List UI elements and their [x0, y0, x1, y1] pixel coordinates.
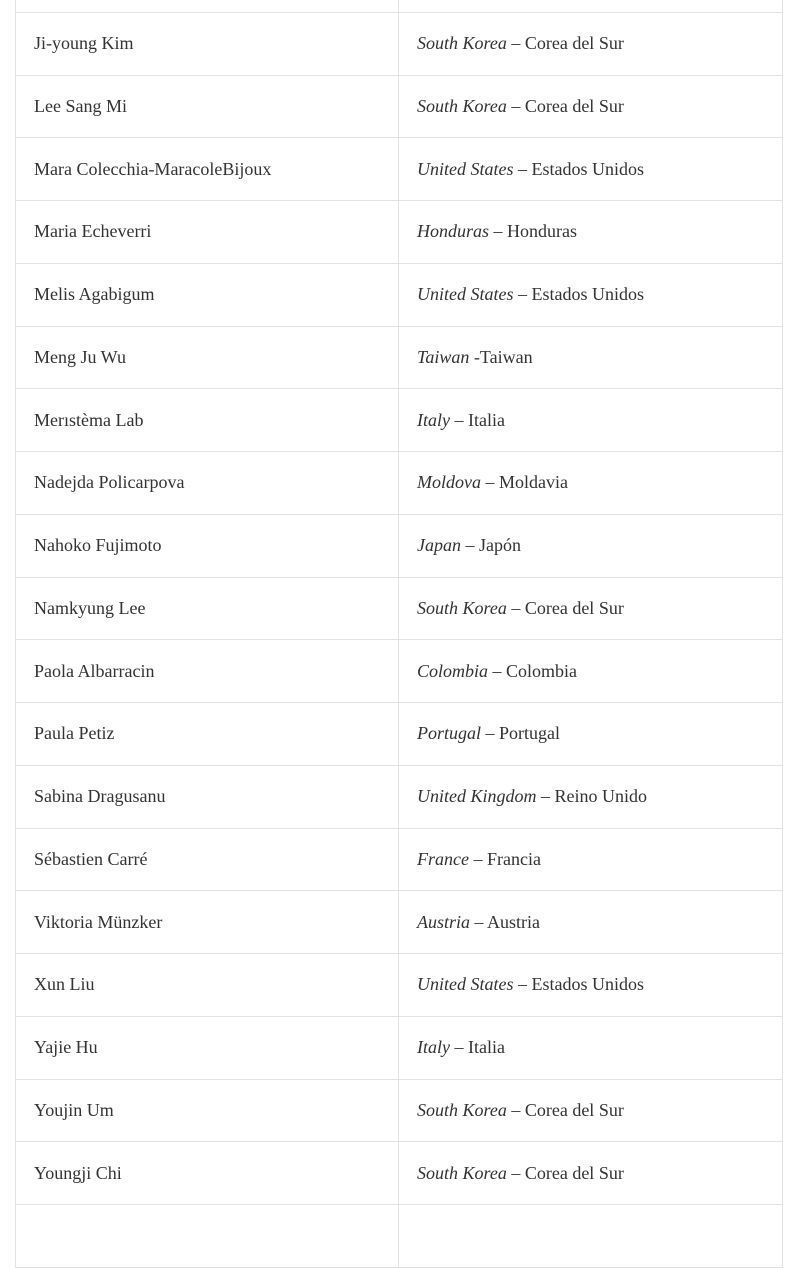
country-separator: –	[506, 33, 525, 54]
table-row	[16, 201, 783, 264]
participant-country-cell	[399, 954, 783, 1017]
country-spanish: Francia	[486, 848, 541, 869]
participant-country-cell	[399, 1016, 783, 1079]
participant-name-cell: Nahoko Fujimoto	[16, 514, 399, 577]
participant-name-cell: Mara Colecchia-MaracoleBijoux	[16, 138, 399, 201]
participant-country-cell	[399, 765, 783, 828]
country-english: Portugal	[417, 723, 482, 744]
country-spanish: Austria	[487, 911, 541, 932]
country-english: Italy	[417, 1037, 450, 1058]
country-english: United States	[417, 284, 514, 305]
country-english: France	[417, 848, 469, 869]
participant-name-cell: Melis Agabigum	[16, 263, 399, 326]
participant-country-cell	[399, 891, 783, 954]
participant-name-cell: Sabina Dragusanu	[16, 765, 399, 828]
country-spanish: Corea del Sur	[524, 1162, 624, 1183]
participants-table	[15, 0, 783, 1268]
country-separator: –	[450, 1037, 468, 1058]
table-row	[16, 0, 783, 12]
table-row	[16, 1142, 783, 1205]
country-english: Japan	[417, 535, 461, 556]
participant-name-cell: Merıstèma Lab	[16, 389, 399, 452]
country-separator: –	[489, 221, 508, 242]
country-english: Colombia	[417, 660, 489, 681]
participant-country-cell	[399, 1205, 783, 1268]
country-spanish: Reino Unido	[554, 786, 647, 807]
country-separator: –	[506, 1099, 525, 1120]
table-row	[16, 514, 783, 577]
country-spanish: Corea del Sur	[524, 597, 624, 618]
country-english: South Korea	[417, 1162, 507, 1183]
table-row	[16, 765, 783, 828]
table-row	[16, 389, 783, 452]
participant-country-cell	[399, 75, 783, 138]
participant-name-cell: Youjin Um	[16, 1079, 399, 1142]
participant-country-cell	[399, 1142, 783, 1205]
table-row	[16, 703, 783, 766]
country-separator: –	[506, 95, 525, 116]
table-row	[16, 1016, 783, 1079]
participant-country-cell	[399, 1079, 783, 1142]
participant-name-cell: Maria Echeverri	[16, 201, 399, 264]
table-row	[16, 452, 783, 515]
country-english: United Kingdom	[417, 786, 537, 807]
country-english: Moldova	[417, 472, 481, 493]
participant-name-cell: Youngji Chi	[16, 1142, 399, 1205]
participant-country-cell	[399, 326, 783, 389]
country-spanish: Colombia	[506, 660, 578, 681]
country-separator: –	[513, 284, 532, 305]
participant-name-cell: Yajie Hu	[16, 1016, 399, 1079]
country-separator: –	[450, 409, 468, 430]
participant-name-cell: Namkyung Lee	[16, 577, 399, 640]
country-separator: –	[461, 535, 479, 556]
table-row	[16, 954, 783, 1017]
participant-name-cell: Ji-young Kim	[16, 12, 399, 75]
table-row	[16, 75, 783, 138]
participant-name-cell: Paula Petiz	[16, 703, 399, 766]
country-english: Austria	[417, 911, 471, 932]
country-separator: –	[481, 723, 500, 744]
country-spanish: Corea del Sur	[524, 33, 624, 54]
country-spanish: Corea del Sur	[524, 1099, 624, 1120]
country-separator: –	[468, 848, 487, 869]
table-row	[16, 828, 783, 891]
table-row	[16, 1079, 783, 1142]
table-row	[16, 1205, 783, 1268]
country-separator: –	[513, 158, 532, 179]
country-english: United States	[417, 158, 514, 179]
country-spanish: Italia	[468, 1037, 505, 1058]
country-separator: –	[513, 974, 532, 995]
country-separator: –	[506, 1162, 525, 1183]
table-row	[16, 263, 783, 326]
country-spanish: Portugal	[499, 723, 561, 744]
participant-country-cell	[399, 828, 783, 891]
country-separator: –	[506, 597, 525, 618]
country-separator: –	[488, 660, 507, 681]
participant-country-cell	[399, 0, 783, 12]
country-spanish: Estados Unidos	[531, 158, 644, 179]
participant-name-cell: Nadejda Policarpova	[16, 452, 399, 515]
country-english: South Korea	[417, 1099, 507, 1120]
country-english: Italy	[417, 409, 450, 430]
table-row	[16, 138, 783, 201]
participant-name-cell	[16, 1205, 399, 1268]
country-separator: –	[480, 472, 499, 493]
participant-name-cell: Sébastien Carré	[16, 828, 399, 891]
participant-country-cell	[399, 452, 783, 515]
participant-country-cell	[399, 263, 783, 326]
participants-table-body	[16, 0, 783, 1267]
participant-country-cell	[399, 514, 783, 577]
participant-country-cell	[399, 201, 783, 264]
participant-name-cell: Paola Albarracin	[16, 640, 399, 703]
country-spanish: Taiwan	[479, 346, 533, 367]
participant-name-cell: Viktoria Münzker	[16, 891, 399, 954]
country-spanish: Moldavia	[498, 472, 568, 493]
table-row	[16, 891, 783, 954]
participant-country-cell	[399, 703, 783, 766]
participant-country-cell	[399, 640, 783, 703]
country-separator: –	[470, 911, 488, 932]
country-spanish: Italia	[468, 409, 505, 430]
participant-name-cell	[16, 0, 399, 12]
country-english: South Korea	[417, 33, 507, 54]
participant-name-cell: Lee Sang Mi	[16, 75, 399, 138]
participant-name-cell: Meng Ju Wu	[16, 326, 399, 389]
table-row	[16, 640, 783, 703]
country-english: Taiwan	[417, 346, 470, 367]
table-row	[16, 577, 783, 640]
participant-country-cell	[399, 12, 783, 75]
country-spanish: Estados Unidos	[531, 284, 644, 305]
country-spanish: Estados Unidos	[531, 974, 644, 995]
country-english: Honduras	[417, 221, 490, 242]
table-row	[16, 12, 783, 75]
country-english: South Korea	[417, 95, 507, 116]
country-separator: -	[469, 346, 480, 367]
participant-name-cell: Xun Liu	[16, 954, 399, 1017]
participant-country-cell	[399, 577, 783, 640]
participant-country-cell	[399, 389, 783, 452]
participants-table-wrapper	[15, 0, 782, 1268]
participant-country-cell	[399, 138, 783, 201]
country-separator: –	[536, 786, 555, 807]
country-english: United States	[417, 974, 514, 995]
country-spanish: Japón	[479, 535, 521, 556]
country-english: South Korea	[417, 597, 507, 618]
table-row	[16, 326, 783, 389]
country-spanish: Honduras	[507, 221, 578, 242]
country-spanish: Corea del Sur	[524, 95, 624, 116]
